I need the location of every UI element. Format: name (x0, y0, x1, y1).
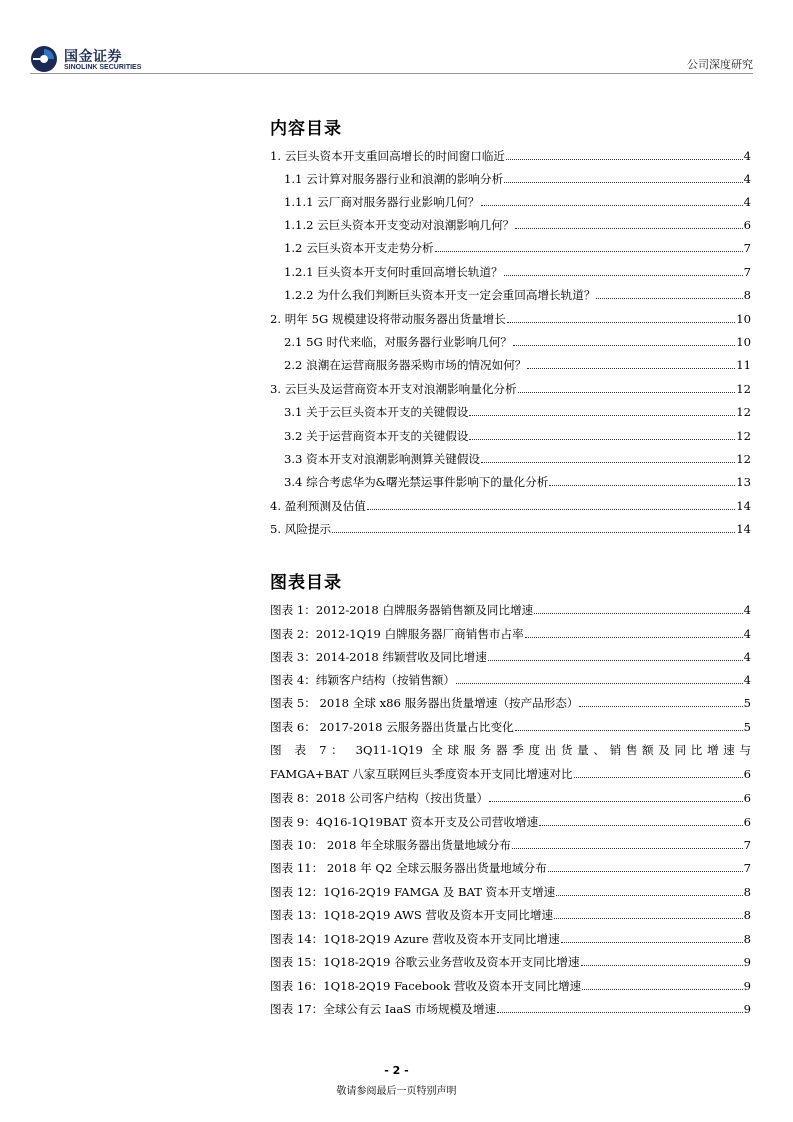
toc-entry-label: 3.3 资本开支对浪潮影响测算关键假设 (284, 452, 481, 466)
figure-entry-label: 图表 15：1Q18-2Q19 谷歌云业务营收及资本开支同比增速 (270, 955, 580, 969)
figure-entry[interactable] (270, 975, 751, 993)
toc-entry[interactable] (284, 448, 751, 466)
dot-leader (507, 322, 735, 323)
figure-entry-label: 图表 3：2014-2018 纬颖营收及同比增速 (270, 650, 487, 664)
dot-leader (515, 228, 742, 229)
figure-entry-page: 5 (743, 720, 751, 734)
report-type-label: 公司深度研究 (687, 58, 753, 71)
toc-entry[interactable] (284, 237, 751, 255)
toc-entry[interactable] (270, 145, 751, 163)
figure-entry[interactable] (270, 811, 751, 829)
figure-entry-page: 8 (743, 932, 751, 946)
toc-entry[interactable] (270, 495, 751, 513)
toc-entry[interactable] (270, 308, 751, 326)
dot-leader (488, 660, 743, 661)
figure-entry-label-line1[interactable]: 图 表 7： 3Q11-1Q19 全球服务器季度出货量、销售额及同比增速与 (270, 743, 751, 757)
dot-leader (435, 251, 743, 252)
dot-leader (527, 368, 735, 369)
toc-entry-label: 1.1 云计算对服务器行业和浪潮的影响分析 (284, 172, 504, 186)
figure-entry[interactable] (270, 623, 751, 641)
figure-list-title: 图表目录 (270, 573, 342, 593)
toc-entry-label: 2.2 浪潮在运营商服务器采购市场的情况如何？ (284, 358, 527, 372)
dot-leader (534, 613, 742, 614)
toc-entry-page: 14 (736, 499, 751, 513)
toc-entry[interactable] (284, 284, 751, 302)
figure-entry-label: 图表 16：1Q18-2Q19 Facebook 营收及资本开支同比增速 (270, 979, 582, 993)
toc-entry-label: 2. 明年 5G 规模建设将带动服务器出货量增长 (270, 312, 506, 326)
figure-entry-label: 图表 10： 2018 年全球服务器出货量地域分布 (270, 838, 511, 852)
dot-leader (469, 439, 735, 440)
toc-entry-label: 1.1.1 云厂商对服务器行业影响几何？ (284, 195, 480, 209)
dot-leader (367, 509, 735, 510)
toc-title: 内容目录 (270, 119, 342, 139)
toc-entry[interactable] (284, 261, 751, 279)
toc-entry-label: 3. 云巨头及运营商资本开支对浪潮影响量化分析 (270, 382, 517, 396)
figure-entry-label: 图表 11： 2018 年 Q2 全球云服务器出货量地域分布 (270, 861, 547, 875)
toc-entry-page: 12 (736, 452, 751, 466)
figure-entry-page: 9 (743, 1002, 751, 1016)
figure-entry-label: 图表 8：2018 公司客户结构（按出货量） (270, 791, 489, 805)
toc-entry-label: 3.4 综合考虑华为&曙光禁运事件影响下的量化分析 (284, 475, 549, 489)
figure-entry-page: 4 (743, 603, 751, 617)
toc-entry-label: 1.2.2 为什么我们判断巨头资本开支一定会重回高增长轨道？ (284, 288, 596, 302)
figure-entry-label-line2: FAMGA+BAT 八家互联网巨头季度资本开支同比增速对比 (270, 767, 573, 781)
toc-entry-page: 10 (736, 312, 751, 326)
dot-leader (504, 182, 742, 183)
dot-leader (506, 159, 743, 160)
figure-entry[interactable] (270, 763, 751, 781)
toc-entry-page: 7 (743, 241, 751, 255)
toc-entry[interactable] (284, 471, 751, 489)
figure-entry-label: 图表 14：1Q18-2Q19 Azure 营收及资本开支同比增速 (270, 932, 560, 946)
toc-entry-page: 12 (736, 382, 751, 396)
toc-entry-page: 12 (736, 429, 751, 443)
toc-entry-page: 8 (743, 288, 751, 302)
figure-entry-page: 6 (743, 815, 751, 829)
dot-leader (561, 942, 743, 943)
toc-entry-label: 5. 风险提示 (270, 522, 332, 536)
toc-entry-page: 11 (736, 358, 751, 372)
figure-entry-label: 图表 1：2012-2018 白牌服务器销售额及同比增速 (270, 603, 534, 617)
disclaimer-note: 敬请参阅最后一页特别声明 (336, 1086, 457, 1097)
dot-leader (525, 637, 743, 638)
dot-leader (518, 392, 736, 393)
dot-leader (579, 706, 742, 707)
toc-entry[interactable] (270, 518, 751, 536)
figure-entry[interactable] (270, 646, 751, 664)
toc-entry-page: 12 (736, 405, 751, 419)
figure-entry[interactable] (270, 599, 751, 617)
dot-leader (596, 298, 742, 299)
toc-entry-label: 3.2 关于运营商资本开支的关键假设 (284, 429, 469, 443)
figure-entry-page: 9 (743, 955, 751, 969)
toc-entry-page: 4 (743, 149, 751, 163)
toc-entry-page: 7 (743, 265, 751, 279)
toc-entry-label: 1.1.2 云巨头资本开支变动对浪潮影响几何？ (284, 218, 515, 232)
toc-entry-label: 1.2 云巨头资本开支走势分析 (284, 241, 434, 255)
dot-leader (581, 965, 743, 966)
toc-entry-label: 1. 云巨头资本开支重回高增长的时间窗口临近 (270, 149, 506, 163)
figure-entry-label: 图表 9：4Q16-1Q19BAT 资本开支及公司营收增速 (270, 815, 539, 829)
dot-leader (515, 730, 743, 731)
figure-entry-label: 图表 13：1Q18-2Q19 AWS 营收及资本开支同比增速 (270, 908, 554, 922)
company-logo (30, 45, 200, 75)
figure-entry-label: 图表 12：1Q16-2Q19 FAMGA 及 BAT 资本开支增速 (270, 885, 556, 899)
dot-leader (332, 532, 735, 533)
figure-entry[interactable] (270, 834, 751, 852)
figure-entry-label: 图表 17：全球公有云 IaaS 市场规模及增速 (270, 1002, 497, 1016)
dot-leader (469, 415, 735, 416)
toc-entry-label: 2.1 5G 时代来临，对服务器行业影响几何？ (284, 335, 512, 349)
toc-entry[interactable] (284, 401, 751, 419)
toc-entry[interactable] (284, 214, 751, 232)
sinolink-logo-icon (30, 45, 58, 73)
figure-entry[interactable] (270, 928, 751, 946)
dot-leader (539, 825, 742, 826)
figure-entry[interactable] (270, 881, 751, 899)
figure-entry-page: 8 (743, 885, 751, 899)
dot-leader (497, 1012, 743, 1013)
dot-leader (489, 801, 742, 802)
figure-entry-page: 7 (743, 861, 751, 875)
dot-leader (582, 989, 742, 990)
page-number: - 2 - (384, 1064, 409, 1077)
figure-entry-label: 图表 4：纬颖客户结构（按销售额） (270, 673, 455, 687)
figure-entry[interactable] (270, 998, 751, 1016)
figure-entry[interactable] (270, 716, 751, 734)
figure-entry[interactable] (270, 692, 751, 710)
figure-entry-label: 图表 6： 2017-2018 云服务器出货量占比变化 (270, 720, 514, 734)
toc-entry-page: 4 (743, 195, 751, 209)
toc-entry-page: 4 (743, 172, 751, 186)
toc-entry-page: 13 (736, 475, 751, 489)
dot-leader (554, 918, 743, 919)
figure-entry-page: 6 (743, 791, 751, 805)
figure-entry[interactable] (270, 951, 751, 969)
logo-english-name: SINOLINK SECURITIES (64, 64, 142, 71)
dot-leader (456, 683, 743, 684)
figure-entry-label: 图表 5： 2018 全球 x86 服务器出货量增速（按产品形态） (270, 696, 579, 710)
toc-entry[interactable] (284, 354, 751, 372)
dot-leader (481, 462, 735, 463)
dot-leader (549, 485, 735, 486)
figure-entry-page: 7 (743, 838, 751, 852)
figure-entry-label: 图表 2：2012-1Q19 白牌服务器厂商销售市占率 (270, 627, 524, 641)
dot-leader (548, 871, 743, 872)
toc-entry-page: 6 (743, 218, 751, 232)
figure-entry-page: 9 (743, 979, 751, 993)
toc-entry-page: 10 (736, 335, 751, 349)
figure-entry[interactable] (270, 669, 751, 687)
figure-entry-page: 4 (743, 650, 751, 664)
dot-leader (574, 777, 743, 778)
dot-leader (556, 895, 742, 896)
figure-entry[interactable] (270, 904, 751, 922)
header-divider (30, 73, 753, 74)
figure-entry[interactable] (270, 857, 751, 875)
figure-entry-page: 5 (743, 696, 751, 710)
figure-entry-page: 6 (743, 767, 751, 781)
figure-entry[interactable] (270, 787, 751, 805)
dot-leader (513, 345, 735, 346)
toc-entry[interactable] (270, 378, 751, 396)
toc-entry-page: 14 (736, 522, 751, 536)
toc-entry[interactable] (284, 425, 751, 443)
toc-entry-label: 4. 盈利预测及估值 (270, 499, 366, 513)
dot-leader (481, 205, 743, 206)
logo-chinese-name: 国金证券 (64, 49, 122, 65)
toc-entry-label: 1.2.1 巨头资本开支何时重回高增长轨道？ (284, 265, 503, 279)
figure-entry-page: 4 (743, 627, 751, 641)
dot-leader (504, 275, 743, 276)
toc-entry[interactable] (284, 168, 751, 186)
toc-entry[interactable] (284, 191, 751, 209)
toc-entry-label: 3.1 关于云巨头资本开支的关键假设 (284, 405, 469, 419)
figure-entry-page: 4 (743, 673, 751, 687)
dot-leader (512, 848, 743, 849)
toc-entry[interactable] (284, 331, 751, 349)
figure-entry-page: 8 (743, 908, 751, 922)
